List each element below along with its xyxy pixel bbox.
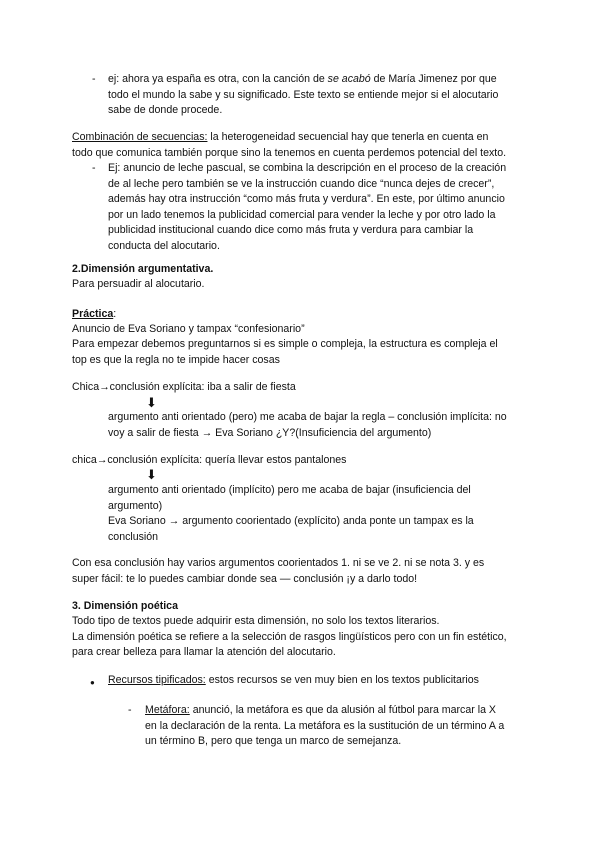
poetica-paragraph xyxy=(72,614,542,661)
text-line: para crear belleza para llamar la atención del alocutario. xyxy=(72,646,336,658)
text-line: super fácil: te lo puedes cambiar donde sea — conclusión ¡y a darlo todo! xyxy=(72,572,418,585)
text-line: todo el mundo la sabe y su significado. Este texto se entiende mejor si el alocutario xyxy=(108,88,499,101)
text-line: voy a salir de fiesta → Eva Soriano ¿Y?(Insuficiencia del argumento) xyxy=(108,426,432,439)
text-line: todo que comunica también porque sino la tenemos en cuenta perdemos potencial del texto. xyxy=(72,146,507,159)
text-line: argumento anti orientado (pero) me acaba de bajar la regla – conclusión implícita: no xyxy=(108,411,507,423)
section-heading-poetica: 3. Dimensión poética xyxy=(72,600,178,612)
text-line: Todo tipo de textos puede adquirir esta dimensión, no solo los textos literarios. xyxy=(72,615,440,627)
combinacion-title: Combinación de secuencias: xyxy=(72,131,208,143)
section-heading-argumentativa: 2.Dimensión argumentativa. xyxy=(72,263,214,275)
list-dash: - xyxy=(128,704,132,716)
text-line: conclusión xyxy=(108,530,159,543)
combinacion-paragraph: Combinación de secuencias: la heterogeneidad secuencial hay que tenerla en cuenta en todo que comunica también porque sino la tenemos en cuenta perdemos potencial del texto. xyxy=(72,130,532,161)
leche-example xyxy=(108,161,532,254)
argumento-block-2 xyxy=(108,483,528,545)
text-line: Con esa conclusión hay varios argumentos coorientados 1. ni se ve 2. ni se nota 3. y es xyxy=(72,557,485,569)
text-line: Para persuadir al alocutario. xyxy=(72,278,205,290)
text-line: publicidad institucional cuando dice como más fruta y verdura para cambiar la xyxy=(108,224,474,236)
down-arrow-icon: ⬇ xyxy=(146,395,157,410)
chica-conclusion-1: Chica→conclusión explícita: iba a salir de fiesta xyxy=(72,381,296,393)
list-dash: - xyxy=(92,162,96,174)
bullet-dot-icon: ● xyxy=(90,678,95,687)
chica-conclusion-2: chica→conclusión explícita: quería llevar estos pantalones xyxy=(72,454,347,466)
text-line: ej: ahora ya españa es otra, con la canción de se acabó de María Jimenez por que xyxy=(108,73,497,85)
text-line: argumento) xyxy=(108,499,163,512)
practica-label: Práctica: xyxy=(72,308,117,320)
text-line: de al leche pero también se ve la instrucción cuando dice “nunca dejes de crecer”, xyxy=(108,177,495,190)
text-line: sabe de donde procede. xyxy=(108,104,223,116)
list-dash: - xyxy=(92,73,96,85)
text-line: Para empezar debemos preguntarnos si es simple o compleja, la estructura es compleja el xyxy=(72,338,498,350)
text-line: top es que la regla no te impide hacer cosas xyxy=(72,353,280,366)
text-line: argumento anti orientado (implícito) pero me acaba de bajar (insuficiencia del xyxy=(108,484,471,496)
down-arrow-icon: ⬇ xyxy=(146,467,157,482)
text-line: en la declaración de la renta. La metáfora es la sustitución de un término A a xyxy=(145,719,505,732)
recursos-item: Recursos tipificados: estos recursos se ven muy bien en los textos publicitarios xyxy=(108,674,479,686)
anuncio-line: Anuncio de Eva Soriano y tampax “confesionario” xyxy=(72,323,305,335)
text-line: por un lado tenemos la publicidad comercial para vender la leche y por otro lado la xyxy=(108,208,496,221)
text-line: un término B, pero que tenga un marco de semejanza. xyxy=(145,735,402,747)
text-line: La dimensión poética se refiere a la selección de rasgos lingüísticos pero con un fin estético, xyxy=(72,630,507,643)
example-paragraph xyxy=(108,72,528,119)
text-line: Ej: anuncio de leche pascual, se combina la descripción en el proceso de la creación xyxy=(108,162,507,174)
text-line: además hay otra instrucción “como más fruta y verdura”. En este, por último anuncio xyxy=(108,193,505,205)
conclusion-paragraph xyxy=(72,556,532,587)
argumento-block-1 xyxy=(108,410,532,441)
practica-paragraph xyxy=(72,337,532,368)
text-line: Eva Soriano → argumento coorientado (explícito) anda ponte un tampax es la xyxy=(108,515,474,527)
metafora-item: Metáfora: anunció, la metáfora es que da alusión al fútbol para marcar la X en la declaración de la renta. La metáfora es la sustitución de un término A a un término B, pero que tenga un marco de semejanza. xyxy=(145,703,535,750)
text-line: conducta del alocutario. xyxy=(108,239,220,252)
